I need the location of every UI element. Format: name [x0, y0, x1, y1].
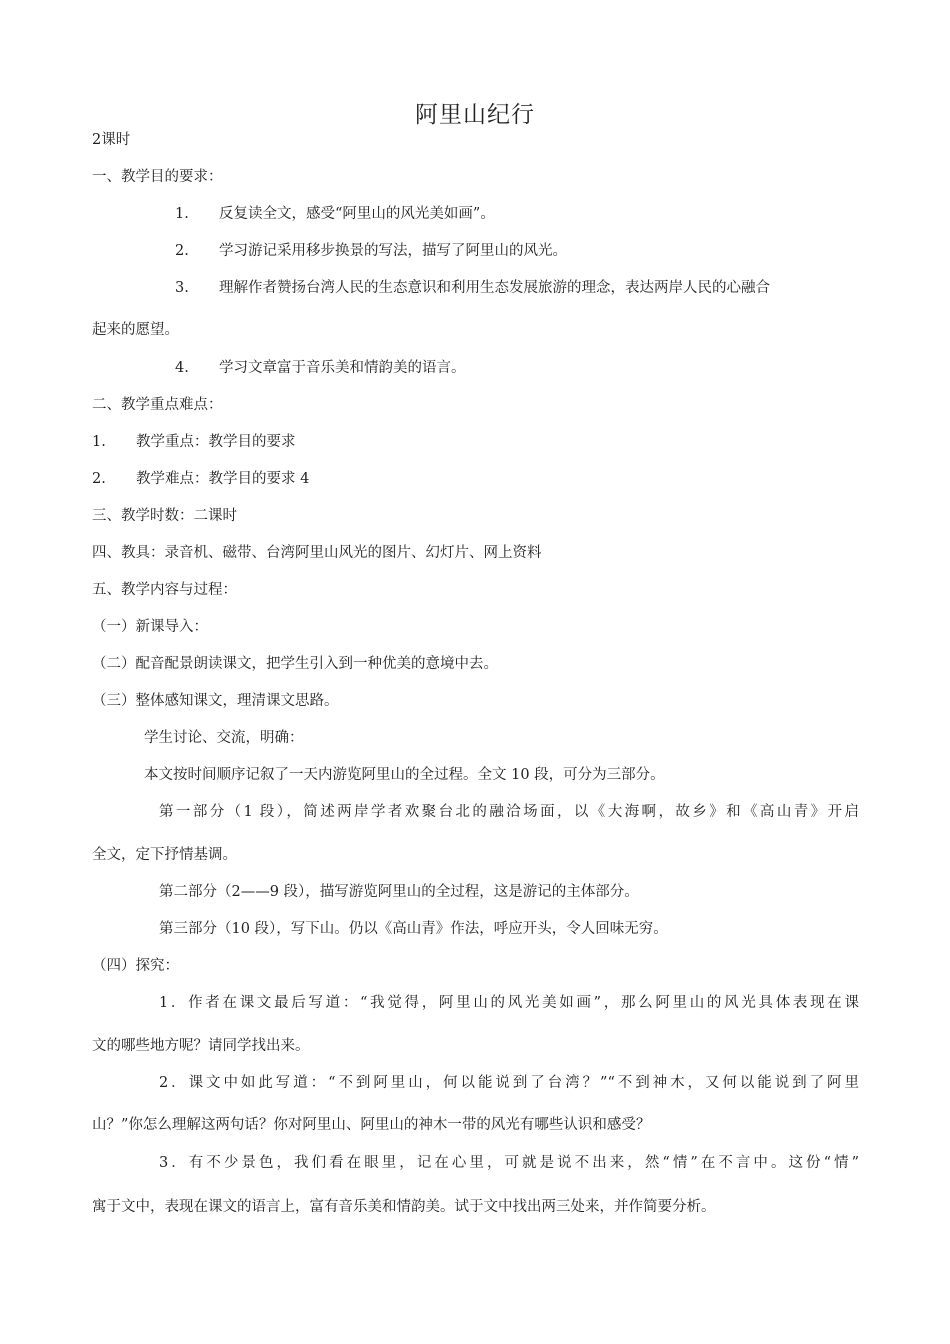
part-1-continued: 全文，定下抒情基调。 — [92, 847, 237, 863]
goal-item-3-text: 理解作者赞扬台湾人民的生态意识和利用生态发展旅游的理念，表达两岸人民的心融合 — [219, 280, 770, 296]
goal-item-1 — [175, 204, 495, 224]
goal-item-4 — [175, 358, 466, 378]
discussion-line: 学生讨论、交流，明确： — [144, 730, 304, 746]
section-2-heading: 二、教学重点难点： — [92, 397, 223, 413]
goal-item-1-number: 1. — [175, 206, 189, 222]
goal-item-2-number: 2. — [175, 243, 189, 259]
question-2-continued: 山？”你怎么理解这两句话？你对阿里山、阿里山的神木一带的风光有哪些认识和感受？ — [92, 1117, 651, 1133]
goal-item-2 — [175, 241, 567, 261]
lesson-hours: 2课时 — [92, 132, 131, 148]
key-point-1-text: 教学重点：教学目的要求 — [136, 434, 296, 450]
question-1-line: 1．作者在课文最后写道：“我觉得，阿里山的风光美如画”，那么阿里山的风光具体表现在课 — [159, 995, 859, 1011]
step-2: （二）配音配景朗读课文，把学生引入到一种优美的意境中去。 — [92, 656, 498, 672]
section-5-heading: 五、教学内容与过程： — [92, 582, 237, 598]
section-3-heading: 三、教学时数：二课时 — [92, 508, 237, 524]
question-3-continued: 寓于文中，表现在课文的语言上，富有音乐美和情韵美。试于文中找出两三处来，并作简要分析。 — [92, 1199, 716, 1215]
part-1-line: 第一部分（1 段），简述两岸学者欢聚台北的融洽场面，以《大海啊，故乡》和《高山青》开启 — [159, 804, 859, 820]
step-4: （四）探究： — [92, 958, 179, 974]
key-point-2 — [92, 469, 309, 489]
question-2-line: 2．课文中如此写道：“不到阿里山，何以能说到了台湾？”“不到神木，又何以能说到了阿里 — [159, 1075, 859, 1091]
key-point-1 — [92, 432, 296, 452]
step-3: （三）整体感知课文，理清课文思路。 — [92, 693, 339, 709]
goal-item-3-number: 3. — [175, 280, 189, 296]
question-3-line: 3．有不少景色，我们看在眼里，记在心里，可就是说不出来，然“情”在不言中。这份“情” — [159, 1155, 859, 1171]
goal-item-2-text: 学习游记采用移步换景的写法，描写了阿里山的风光。 — [219, 243, 567, 259]
question-1-continued: 文的哪些地方呢？请同学找出来。 — [92, 1038, 310, 1054]
key-point-1-number: 1. — [92, 434, 106, 450]
step-1: （一）新课导入： — [92, 619, 208, 635]
section-1-heading: 一、教学目的要求： — [92, 169, 223, 185]
summary-line: 本文按时间顺序记叙了一天内游览阿里山的全过程。全文 10 段，可分为三部分。 — [144, 767, 665, 783]
goal-item-3-continued: 起来的愿望。 — [92, 322, 179, 338]
key-point-2-text: 教学难点：教学目的要求 4 — [136, 471, 310, 487]
goal-item-1-text: 反复读全文，感受“阿里山的风光美如画”。 — [219, 206, 495, 222]
goal-item-3 — [175, 278, 770, 298]
section-4-heading: 四、教具：录音机、磁带、台湾阿里山风光的图片、幻灯片、网上资料 — [92, 545, 542, 561]
part-2-line: 第二部分（2——9 段），描写游览阿里山的全过程，这是游记的主体部分。 — [159, 884, 639, 900]
goal-item-4-text: 学习文章富于音乐美和情韵美的语言。 — [219, 360, 466, 376]
key-point-2-number: 2. — [92, 471, 106, 487]
document-title: 阿里山纪行 — [415, 102, 535, 128]
goal-item-4-number: 4. — [175, 360, 189, 376]
part-3-line: 第三部分（10 段），写下山。仍以《高山青》作法，呼应开头，令人回味无穷。 — [159, 921, 668, 937]
